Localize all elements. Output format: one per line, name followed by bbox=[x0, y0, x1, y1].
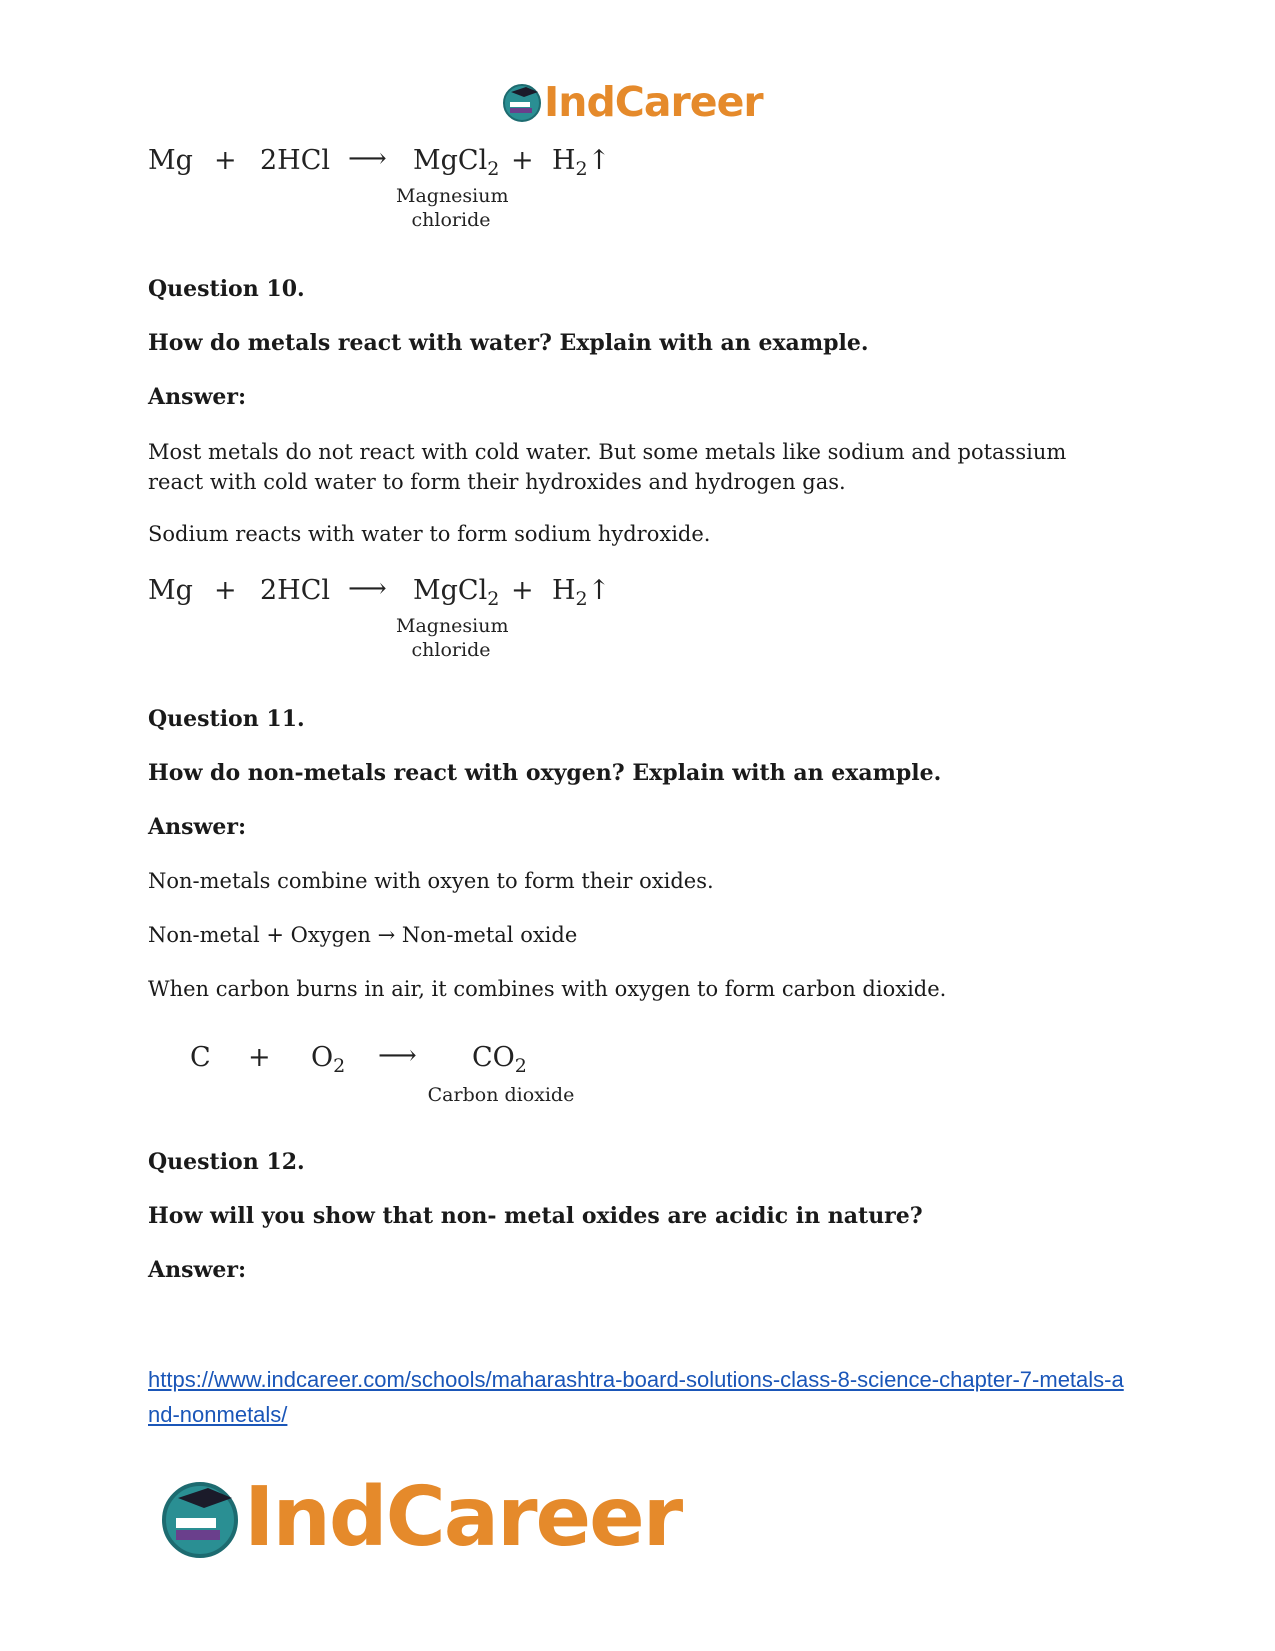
equation-arrow: ⟶ bbox=[348, 573, 387, 604]
answer-label: Answer: bbox=[148, 814, 247, 840]
equation-label: chloride bbox=[411, 639, 491, 661]
source-link[interactable]: https://www.indcareer.com/schools/maharashtra-board-solutions-class-8-science-chapter-7-metals-and-nonmetals/ bbox=[148, 1367, 1124, 1427]
graduation-globe-icon bbox=[502, 82, 542, 122]
equation-plus: + bbox=[511, 145, 534, 176]
answer-label: Answer: bbox=[148, 1257, 247, 1283]
equation-label: Magnesium bbox=[396, 615, 509, 637]
answer-paragraph: Non-metals combine with oxyen to form their oxides. bbox=[148, 869, 714, 893]
equation-reactant: Mg bbox=[148, 575, 193, 606]
equation-product: $H_2↑$ bbox=[552, 145, 611, 180]
logo-wordmark: IndCareer bbox=[544, 78, 763, 126]
equation-plus: + bbox=[214, 145, 237, 176]
equation-label: chloride bbox=[411, 209, 491, 231]
chemical-equation bbox=[148, 145, 628, 240]
chemical-equation bbox=[190, 1042, 590, 1112]
equation-plus: + bbox=[511, 575, 534, 606]
answer-paragraph: Non-metal + Oxygen → Non-metal oxide bbox=[148, 923, 578, 947]
equation-label: Magnesium bbox=[396, 185, 509, 207]
question-text: How do non-metals react with oxygen? Explain with an example. bbox=[148, 760, 942, 786]
question-text: How will you show that non- metal oxides are acidic in nature? bbox=[148, 1203, 923, 1229]
equation-product: MgCl$_2$ bbox=[413, 575, 500, 610]
equation-arrow: ⟶ bbox=[348, 143, 387, 174]
question-number: Question 12. bbox=[148, 1149, 305, 1175]
equation-product: $H_2↑$ bbox=[552, 575, 611, 610]
equation-product: MgCl$_2$ bbox=[413, 145, 500, 180]
question-number: Question 11. bbox=[148, 706, 305, 732]
equation-label: Carbon dioxide bbox=[427, 1084, 575, 1106]
equation-reactant: C bbox=[190, 1042, 211, 1073]
logo-wordmark: IndCareer bbox=[244, 1470, 682, 1565]
equation-reactant: $O_2$ bbox=[311, 1042, 346, 1077]
graduation-globe-icon bbox=[160, 1478, 240, 1558]
equation-product: $CO_2$ bbox=[472, 1042, 527, 1077]
indcareer-logo-bottom bbox=[160, 1470, 681, 1565]
equation-plus: + bbox=[214, 575, 237, 606]
chemical-equation bbox=[148, 575, 628, 670]
answer-paragraph: Most metals do not react with cold water. But some metals like sodium and potassium react with cold water to form their hydroxides and hydrogen gas. bbox=[148, 440, 1067, 494]
answer-paragraph: When carbon burns in air, it combines with oxygen to form carbon dioxide. bbox=[148, 977, 947, 1001]
question-number: Question 10. bbox=[148, 276, 305, 302]
equation-reactant: 2HCl bbox=[260, 145, 331, 176]
equation-plus: + bbox=[248, 1042, 271, 1073]
equation-arrow: ⟶ bbox=[378, 1040, 417, 1071]
question-text: How do metals react with water? Explain with an example. bbox=[148, 330, 869, 356]
indcareer-logo-top bbox=[502, 78, 763, 126]
answer-paragraph: Sodium reacts with water to form sodium hydroxide. bbox=[148, 522, 711, 546]
equation-reactant: 2HCl bbox=[260, 575, 331, 606]
answer-label: Answer: bbox=[148, 384, 247, 410]
equation-reactant: Mg bbox=[148, 145, 193, 176]
